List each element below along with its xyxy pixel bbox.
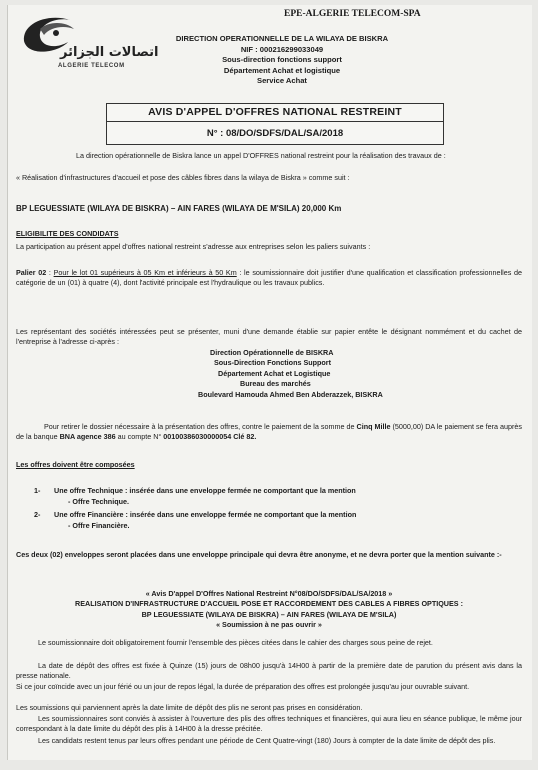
representatives-paragraph: Les représentant des sociétés intéressées peut se présenter, muni d'une demande établie sur papier entête le désignant nommément et du cachet de l'entreprise à l'adresse ci-après :: [16, 327, 522, 347]
address-block: [198, 348, 498, 400]
works-description: « Réalisation d'infrastructures d'accueil et pose des câbles fibres dans la wilaya de Biskra » comme suit :: [16, 173, 350, 182]
closing-paragraph-6: Les candidats restent tenus par leurs offres pendant une période de Cent Quatre-vingt (180) Jours à compter de la date limite de dépôt des plis.: [38, 736, 496, 745]
payment-text-3: au compte N°: [115, 432, 164, 442]
address-line-2: Sous-Direction Fonctions Support: [214, 358, 331, 368]
notice-number: N° : 08/DO/SDFS/DAL/SA/2018: [206, 128, 344, 139]
offer-item-2-mention: - Offre Financière.: [68, 521, 130, 530]
sub-direction-line: Sous-direction fonctions support: [222, 55, 342, 65]
address-line-5: Boulevard Hamouda Ahmed Ben Abderazzek, BISKRA: [198, 389, 383, 399]
direction-line: DIRECTION OPERATIONNELLE DE LA WILAYA DE BISKRA: [175, 34, 389, 43]
logo-arabic-text: اتصالات الجزائر: [60, 45, 159, 60]
mention-line-2: REALISATION D'INFRASTRUCTURE D'ACCUEIL POSE ET RACCORDEMENT DES CABLES A FIBRES OPTIQUES :: [75, 599, 463, 609]
nif-line: NIF : 000216299033049: [240, 44, 324, 54]
envelope-mention-block: [16, 589, 522, 631]
closing-paragraph-5: Les soumissionnaires sont conviés à assister à l'ouverture des plis des offres techniques et financières, qui aura lieu en séance publique, le même jour correspondant à la date limite du dépôt des plis à 14H00 à la dresse précitée.: [16, 714, 522, 734]
payment-text: Pour retirer le dossier nécessaire à la présentation des offres, contre le paiement de la somme de: [44, 422, 357, 431]
offer-item-1: Une offre Technique : insérée dans une enveloppe fermée ne comportant que la mention: [54, 486, 356, 495]
eligibility-heading: ELIGIBILITE DES CONDIDATS: [16, 229, 119, 238]
notice-title: AVIS D'APPEL D'OFFRES NATIONAL RESTREINT: [148, 106, 402, 118]
service-line: Service Achat: [257, 76, 307, 86]
palier-condition: Pour le lot 01 supérieurs à 05 Km et inférieurs à 50 Km: [53, 268, 237, 277]
department-line: Département Achat et logistique: [223, 65, 341, 75]
mention-line-3: BP LEGUESSIATE (WILAYA DE BISKRA) – AIN FARES (WILAYA DE M'SILA): [141, 609, 397, 619]
closing-paragraph-2: La date de dépôt des offres est fixée à Quinze (15) jours de 08h00 jusqu'à 14H00 à partir de la première date de parution du présent avis dans la presse nationale.: [16, 661, 522, 681]
closing-paragraph-4: Les soumissions qui parviennent après la date limite de dépôt des plis ne seront pas prises en considération.: [16, 703, 363, 712]
offers-heading: Les offres doivent être composées: [16, 460, 135, 469]
palier-requirements: : le soumissionnaire doit justifier d'une qualification et classification professionnelles de catégorie de un (01) à quatre (4), dont l'activité principale est l'hydraulique ou les travaux publics.: [16, 268, 522, 288]
closing-paragraph-3: Si ce jour coïncide avec un jour férié ou un jour de repos légal, la durée de préparation des offres est prolongée jusqu'au jour ouvrable suivant.: [16, 682, 470, 691]
notice-title-box: [106, 103, 444, 145]
bank-name: BNA agence 386: [59, 432, 116, 442]
payment-amount: Cinq Mille: [356, 422, 391, 431]
title-divider: [107, 121, 443, 122]
company-name: EPE-ALGERIE TELECOM-SPA: [284, 9, 421, 19]
offer-item-1-mention: - Offre Technique.: [68, 497, 129, 506]
address-line-3: Département Achat et Logistique: [218, 368, 331, 378]
envelopes-paragraph: Ces deux (02) enveloppes seront placées dans une enveloppe principale qui devra être anonyme, et ne devra porter que la mention suivante :-: [16, 550, 502, 559]
eligibility-text: La participation au présent appel d'offres national restreint s'adresse aux entreprises selon les paliers suivants :: [16, 242, 371, 251]
mention-line-1: « Avis D'appel D'Offres National Restreint N°08/DO/SDFS/DAL/SA/2018 »: [145, 589, 393, 598]
palier-paragraph: Palier 02 : Pour le lot 01 supérieurs à 05 Km et inférieurs à 50 Km : le soumissionnaire doit justifier d'une qualification et classification professionnelles de catégorie de un (01) à quatre (4), dont l'activité principale est l'hydraulique ou les travaux publics.: [16, 268, 522, 288]
offer-item-2-number: 2-: [34, 510, 41, 519]
offer-item-2: Une offre Financière : insérée dans une enveloppe fermée ne comportant que la mention: [54, 510, 357, 519]
algerie-telecom-logo: [18, 11, 168, 73]
mention-line-4: « Soumission à ne pas ouvrir »: [216, 620, 322, 630]
payment-text-2: (5000,00) DA le paiement se fera auprès de la banque: [16, 422, 522, 442]
issuer-header: [158, 34, 406, 87]
payment-paragraph: [16, 422, 522, 442]
closing-paragraph-1: Le soumissionnaire doit obligatoirement fournir l'ensemble des pièces citées dans le cahier des charges sous peine de rejet.: [38, 638, 433, 647]
address-line-4: Bureau des marchés: [240, 379, 311, 389]
intro-paragraph: La direction opérationnelle de Biskra lance un appel D'OFFRES national restreint pour la réalisation des travaux de :: [76, 151, 446, 160]
logo-latin-text: ALGERIE TELECOM: [58, 63, 125, 69]
address-line-1: Direction Opérationnelle de BISKRA: [210, 348, 334, 357]
offer-item-1-number: 1-: [34, 486, 41, 495]
account-number: 00100386030000054 Clé 82.: [163, 432, 257, 442]
palier-label: Palier 02: [16, 268, 47, 277]
project-line: BP LEGUESSIATE (WILAYA DE BISKRA) – AIN FARES (WILAYA DE M'SILA) 20,000 Km: [16, 204, 342, 213]
tender-notice-page: [7, 5, 532, 760]
